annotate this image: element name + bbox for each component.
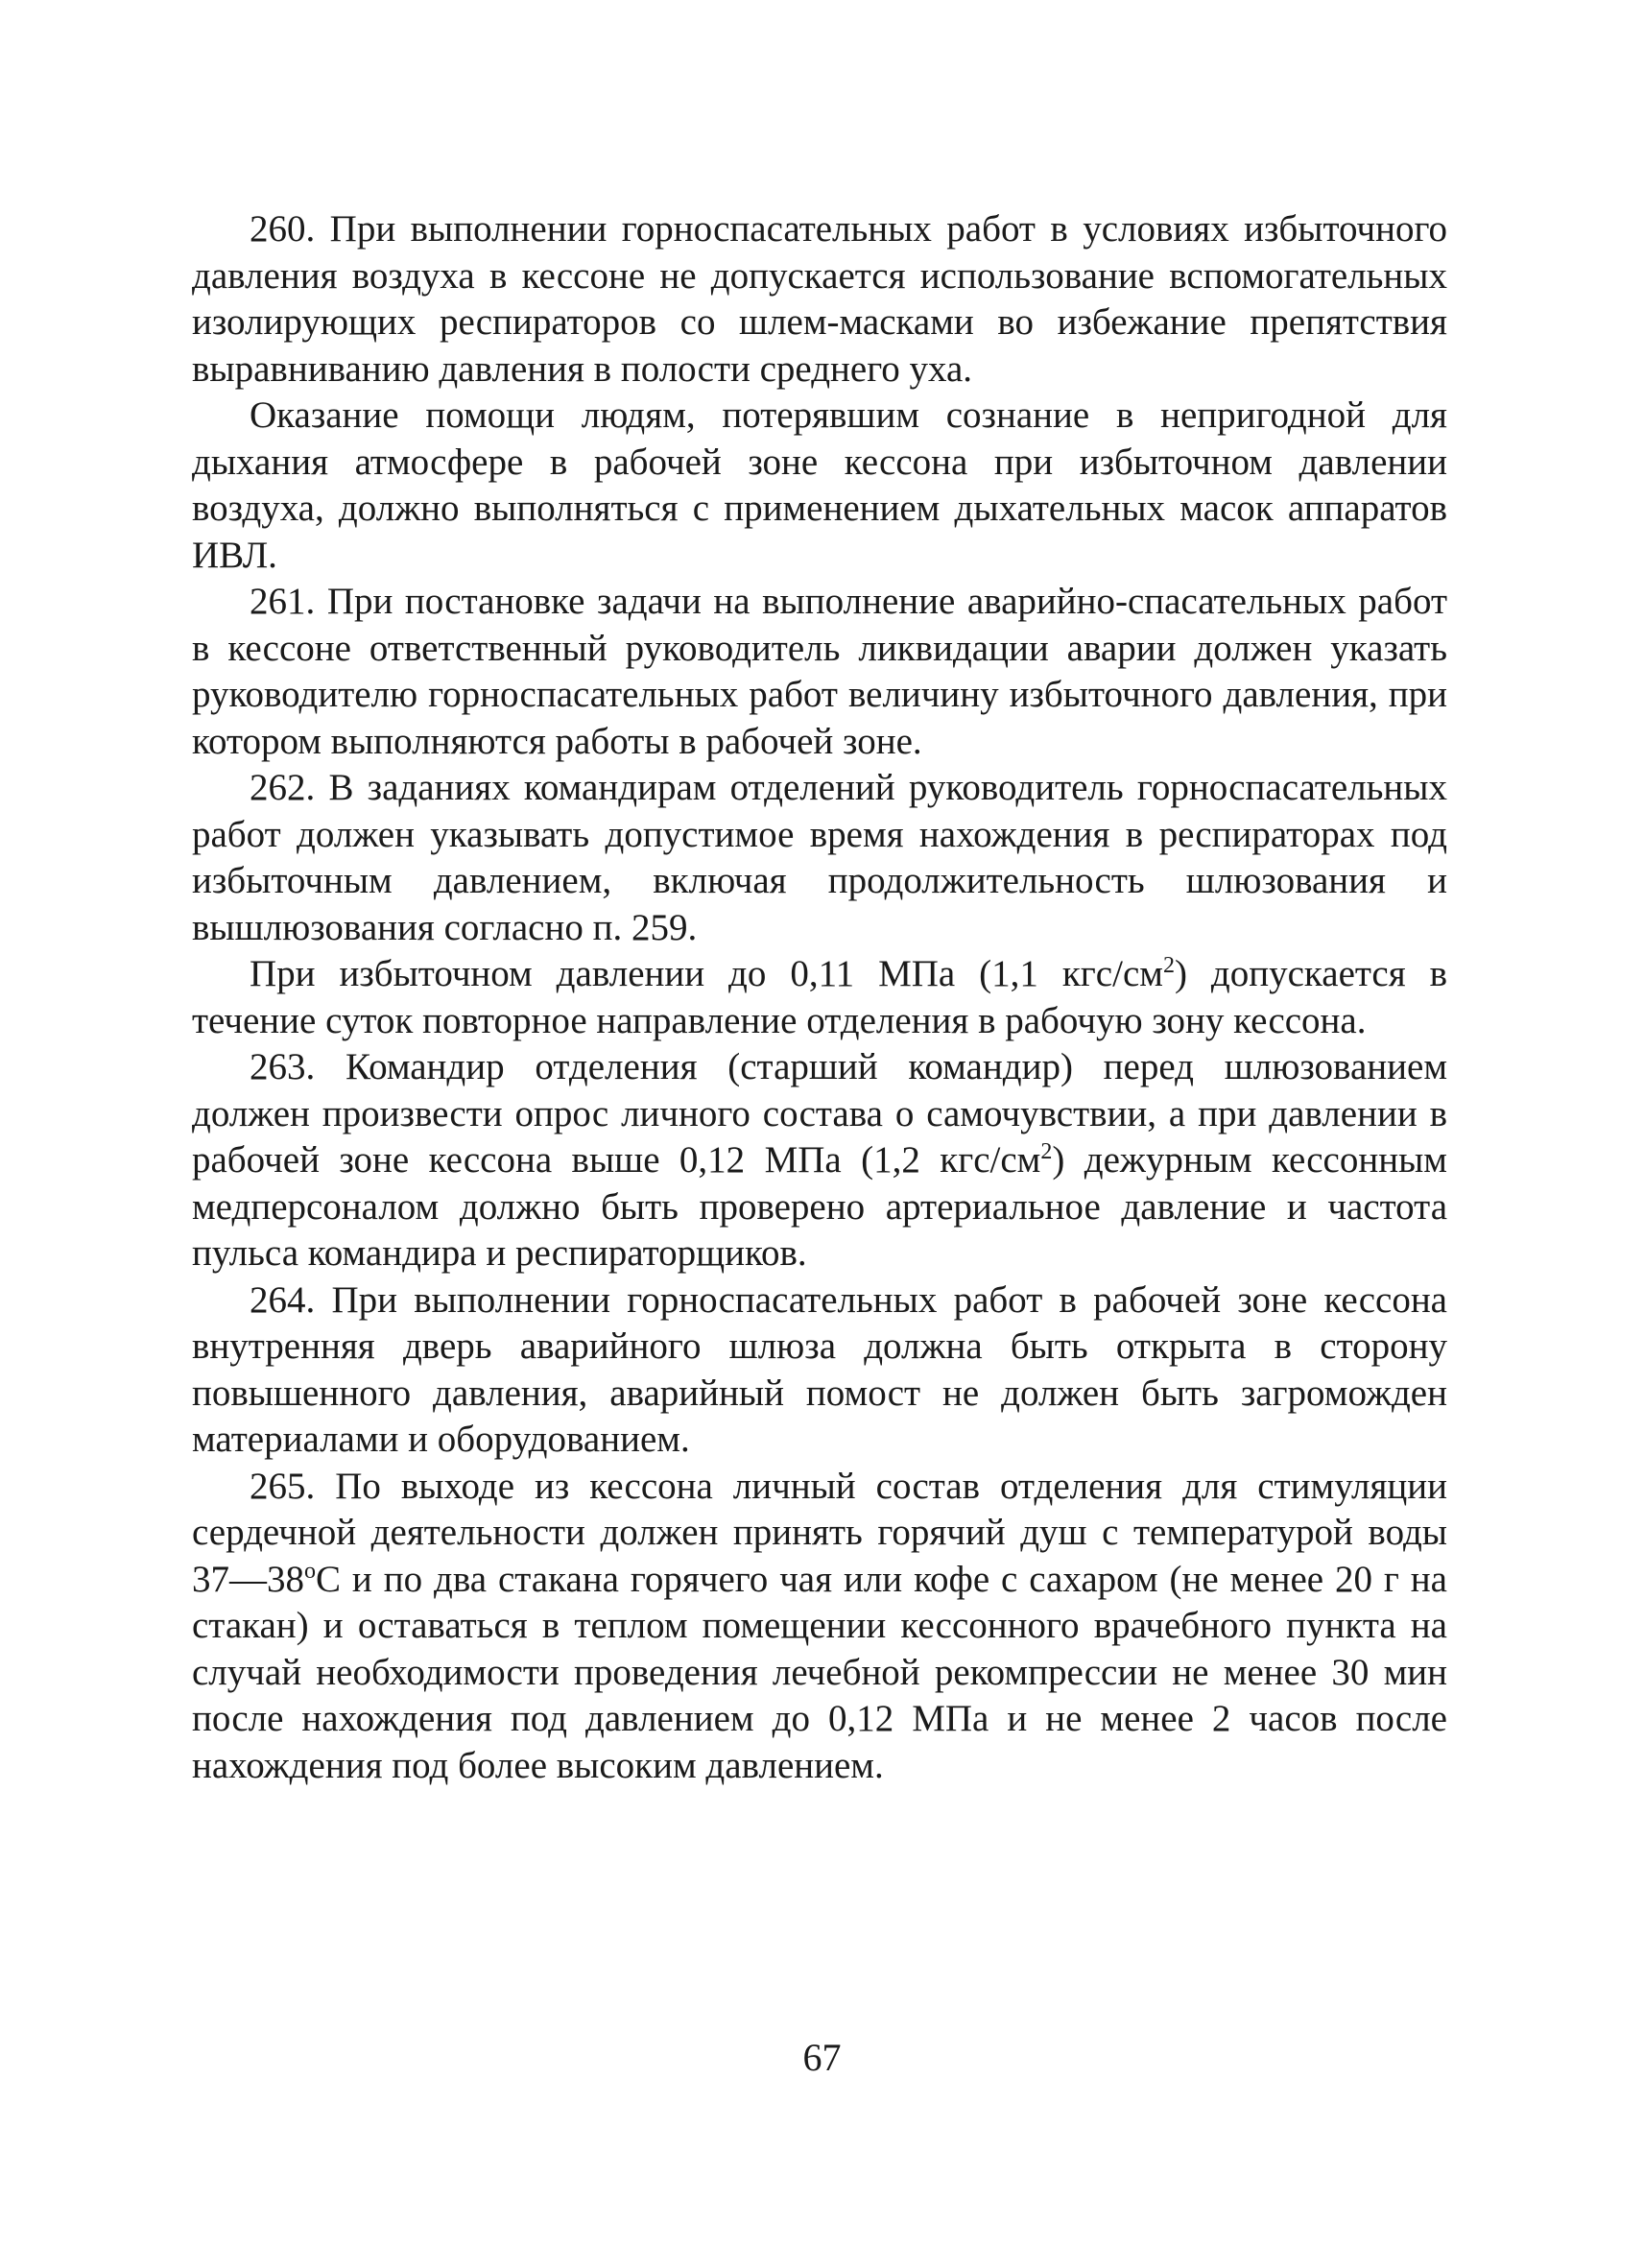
superscript: 2 (1162, 953, 1175, 978)
text-run: ) допускается в течение суток повторное направление отделения в рабочую зону кессона. (192, 953, 1448, 1041)
paragraph-265 (192, 1464, 1447, 1790)
body-text (192, 206, 1447, 1789)
paragraph-repeat-dispatch (192, 951, 1447, 1044)
text-run: При избыточном давлении до 0,11 МПа (1,1 кгс/см (250, 953, 1163, 994)
text-run: 265. По выходе из кессона личный состав отделения для стимуляции сердечной деятельности должен принять горячий душ с температурой воды 37—38 (192, 1465, 1447, 1600)
text-run: С и по два стакана горячего чая или кофе с сахаром (не менее 20 г на стакан) и оставаться в теплом помещении кессонного врачебного пункта на случай необходимости проведения лечебной рекомпрессии не менее 30 мин после нахождения под давлением до 0,12 МПа и не менее 2 часов после нахождения под более высоким давлением. (192, 1558, 1447, 1786)
superscript: 2 (1040, 1139, 1053, 1164)
paragraph-ivl-assistance: Оказание помощи людям, потерявшим сознание в непригодной для дыхания атмосфере в рабочей зоне кессона при избыточном давлении воздуха, должно выполняться с применением дыхательных масок аппаратов ИВЛ. (192, 394, 1447, 576)
paragraph-260: 260. При выполнении горноспасательных работ в условиях избыточного давления воздуха в кессоне не допускается использование вспомогательных изолирующих респираторов со шлем-масками во избежание препятствия выравниванию давления в полости среднего уха. (192, 208, 1447, 390)
paragraph-262: 262. В заданиях командирам отделений руководитель горноспасательных работ должен указывать допустимое время нахождения в респираторах под избыточным давлением, включая продолжительность шлюзования и вышлюзования согласно п. 259. (192, 767, 1447, 948)
paragraph-261: 261. При постановке задачи на выполнение аварийно-спасательных работ в кессоне ответственный руководитель ликвидации аварии должен указать руководителю горноспасательных работ величину избыточного давления, при котором выполняются работы в рабочей зоне. (192, 581, 1447, 762)
paragraph-264: 264. При выполнении горноспасательных работ в рабочей зоне кессона внутренняя дверь аварийного шлюза должна быть открыта в сторону повышенного давления, аварийный помост не должен быть загроможден материалами и оборудованием. (192, 1278, 1447, 1460)
degree-mark: о (304, 1558, 316, 1584)
text-run: ) дежурным кессонным медперсоналом должно быть проверено артериальное давление и частота пульса командира и респираторщиков. (192, 1139, 1447, 1274)
page-number: 67 (802, 2036, 842, 2079)
paragraph-263 (192, 1044, 1447, 1277)
text-run: 263. Командир отделения (старший командир) перед шлюзованием должен произвести опрос личного состава о самочувствии, а при давлении в рабочей зоне кессона выше 0,12 МПа (1,2 кгс/см (192, 1046, 1447, 1181)
